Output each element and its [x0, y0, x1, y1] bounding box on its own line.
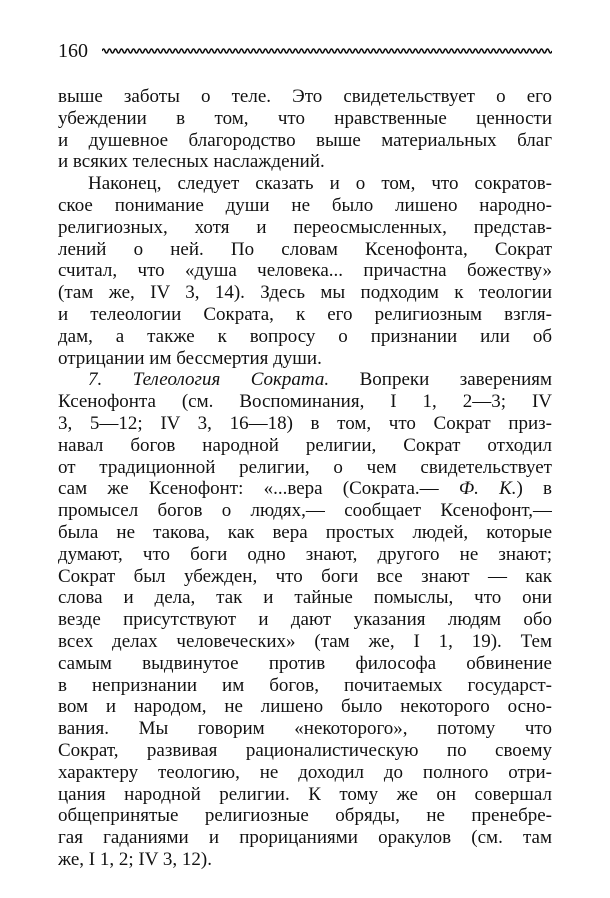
text-fragment: Вопреки заверениям [329, 369, 552, 391]
page-number: 160 [58, 40, 88, 62]
text-line: Ксенофонта (см. Воспоминания, I 1, 2—3; IV [58, 391, 552, 413]
text-line: отрицании им бессмертия души. [58, 347, 322, 369]
text-line: Сократ был убежден, что боги все знают — как [58, 565, 552, 587]
text-line: везде присутствуют и дают указания людям обо [58, 609, 552, 631]
text-line: думают, что боги одно знают, другого не знают; [58, 543, 552, 565]
text-line: вания. Мы говорим «некоторого», потому что [58, 718, 552, 740]
text-fragment: сам же Ксенофонт: «...вера (Сократа.— [58, 478, 459, 500]
text-line-with-italic [58, 478, 552, 500]
text-line: же, I 1, 2; IV 3, 12). [58, 848, 212, 870]
section-heading: 7. Телеология Сократа. [88, 369, 330, 391]
text-line: убеждении в том, что нравственные ценности [58, 107, 552, 129]
text-line: характеру теологию, не доходил до полного отри- [58, 761, 552, 783]
section-first-line [58, 369, 552, 391]
text-line: промысел богов о людях,— сообщает Ксенофонт,— [58, 500, 552, 522]
text-line: и телеологии Сократа, к его религиозным взгля- [58, 303, 552, 325]
text-line: 3, 5—12; IV 3, 16—18) в том, что Сократ приз- [58, 412, 552, 434]
text-line: выше заботы о теле. Это свидетельствует о его [58, 86, 552, 107]
text-line: религиозных, хотя и переосмысленных, представ- [58, 216, 552, 238]
text-line: Наконец, следует сказать и о том, что сократов- [88, 173, 552, 195]
text-line: общепринятые религиозные обряды, не пренебре- [58, 805, 552, 827]
text-line: (там же, IV 3, 14). Здесь мы подходим к теологии [58, 282, 552, 304]
text-line: слова и дела, так и тайные помыслы, что они [58, 587, 552, 609]
wavy-rule-ornament [102, 45, 552, 57]
text-line: самым выдвинутое против философа обвинение [58, 652, 552, 674]
text-line: навал богов народной религии, Сократ отходил [58, 434, 552, 456]
text-line: в непризнании им богов, почитаемых государст- [58, 674, 552, 696]
text-line: всех делах человеческих» (там же, I 1, 19). Тем [58, 630, 552, 652]
text-line: и душевное благородство выше материальных благ [58, 129, 552, 151]
text-line: ское понимание души не было лишено народно- [58, 194, 552, 216]
text-line: от традиционной религии, о чем свидетельствует [58, 456, 552, 478]
text-line: цания народной религии. К тому же он совершал [58, 783, 552, 805]
text-line: гая гаданиями и прорицаниями оракулов (см. там [58, 827, 552, 849]
text-line: дам, а также к вопросу о признании или об [58, 325, 552, 347]
text-line: Сократ, развивая рационалистическую по своему [58, 739, 552, 761]
text-line: считал, что «душа человека... причастна божеству» [58, 260, 552, 282]
text-line: была не такова, как вера простых людей, которые [58, 521, 552, 543]
page-header [58, 38, 552, 64]
text-line: и всяких телесных наслаждений. [58, 151, 325, 173]
text-line: лений о ней. По словам Ксенофонта, Сократ [58, 238, 552, 260]
italic-initials: Ф. К. [458, 478, 517, 500]
body-text [58, 86, 552, 871]
text-line: вом и народом, не лишено было некоторого осно- [58, 696, 552, 718]
text-fragment: ) в [516, 478, 552, 500]
